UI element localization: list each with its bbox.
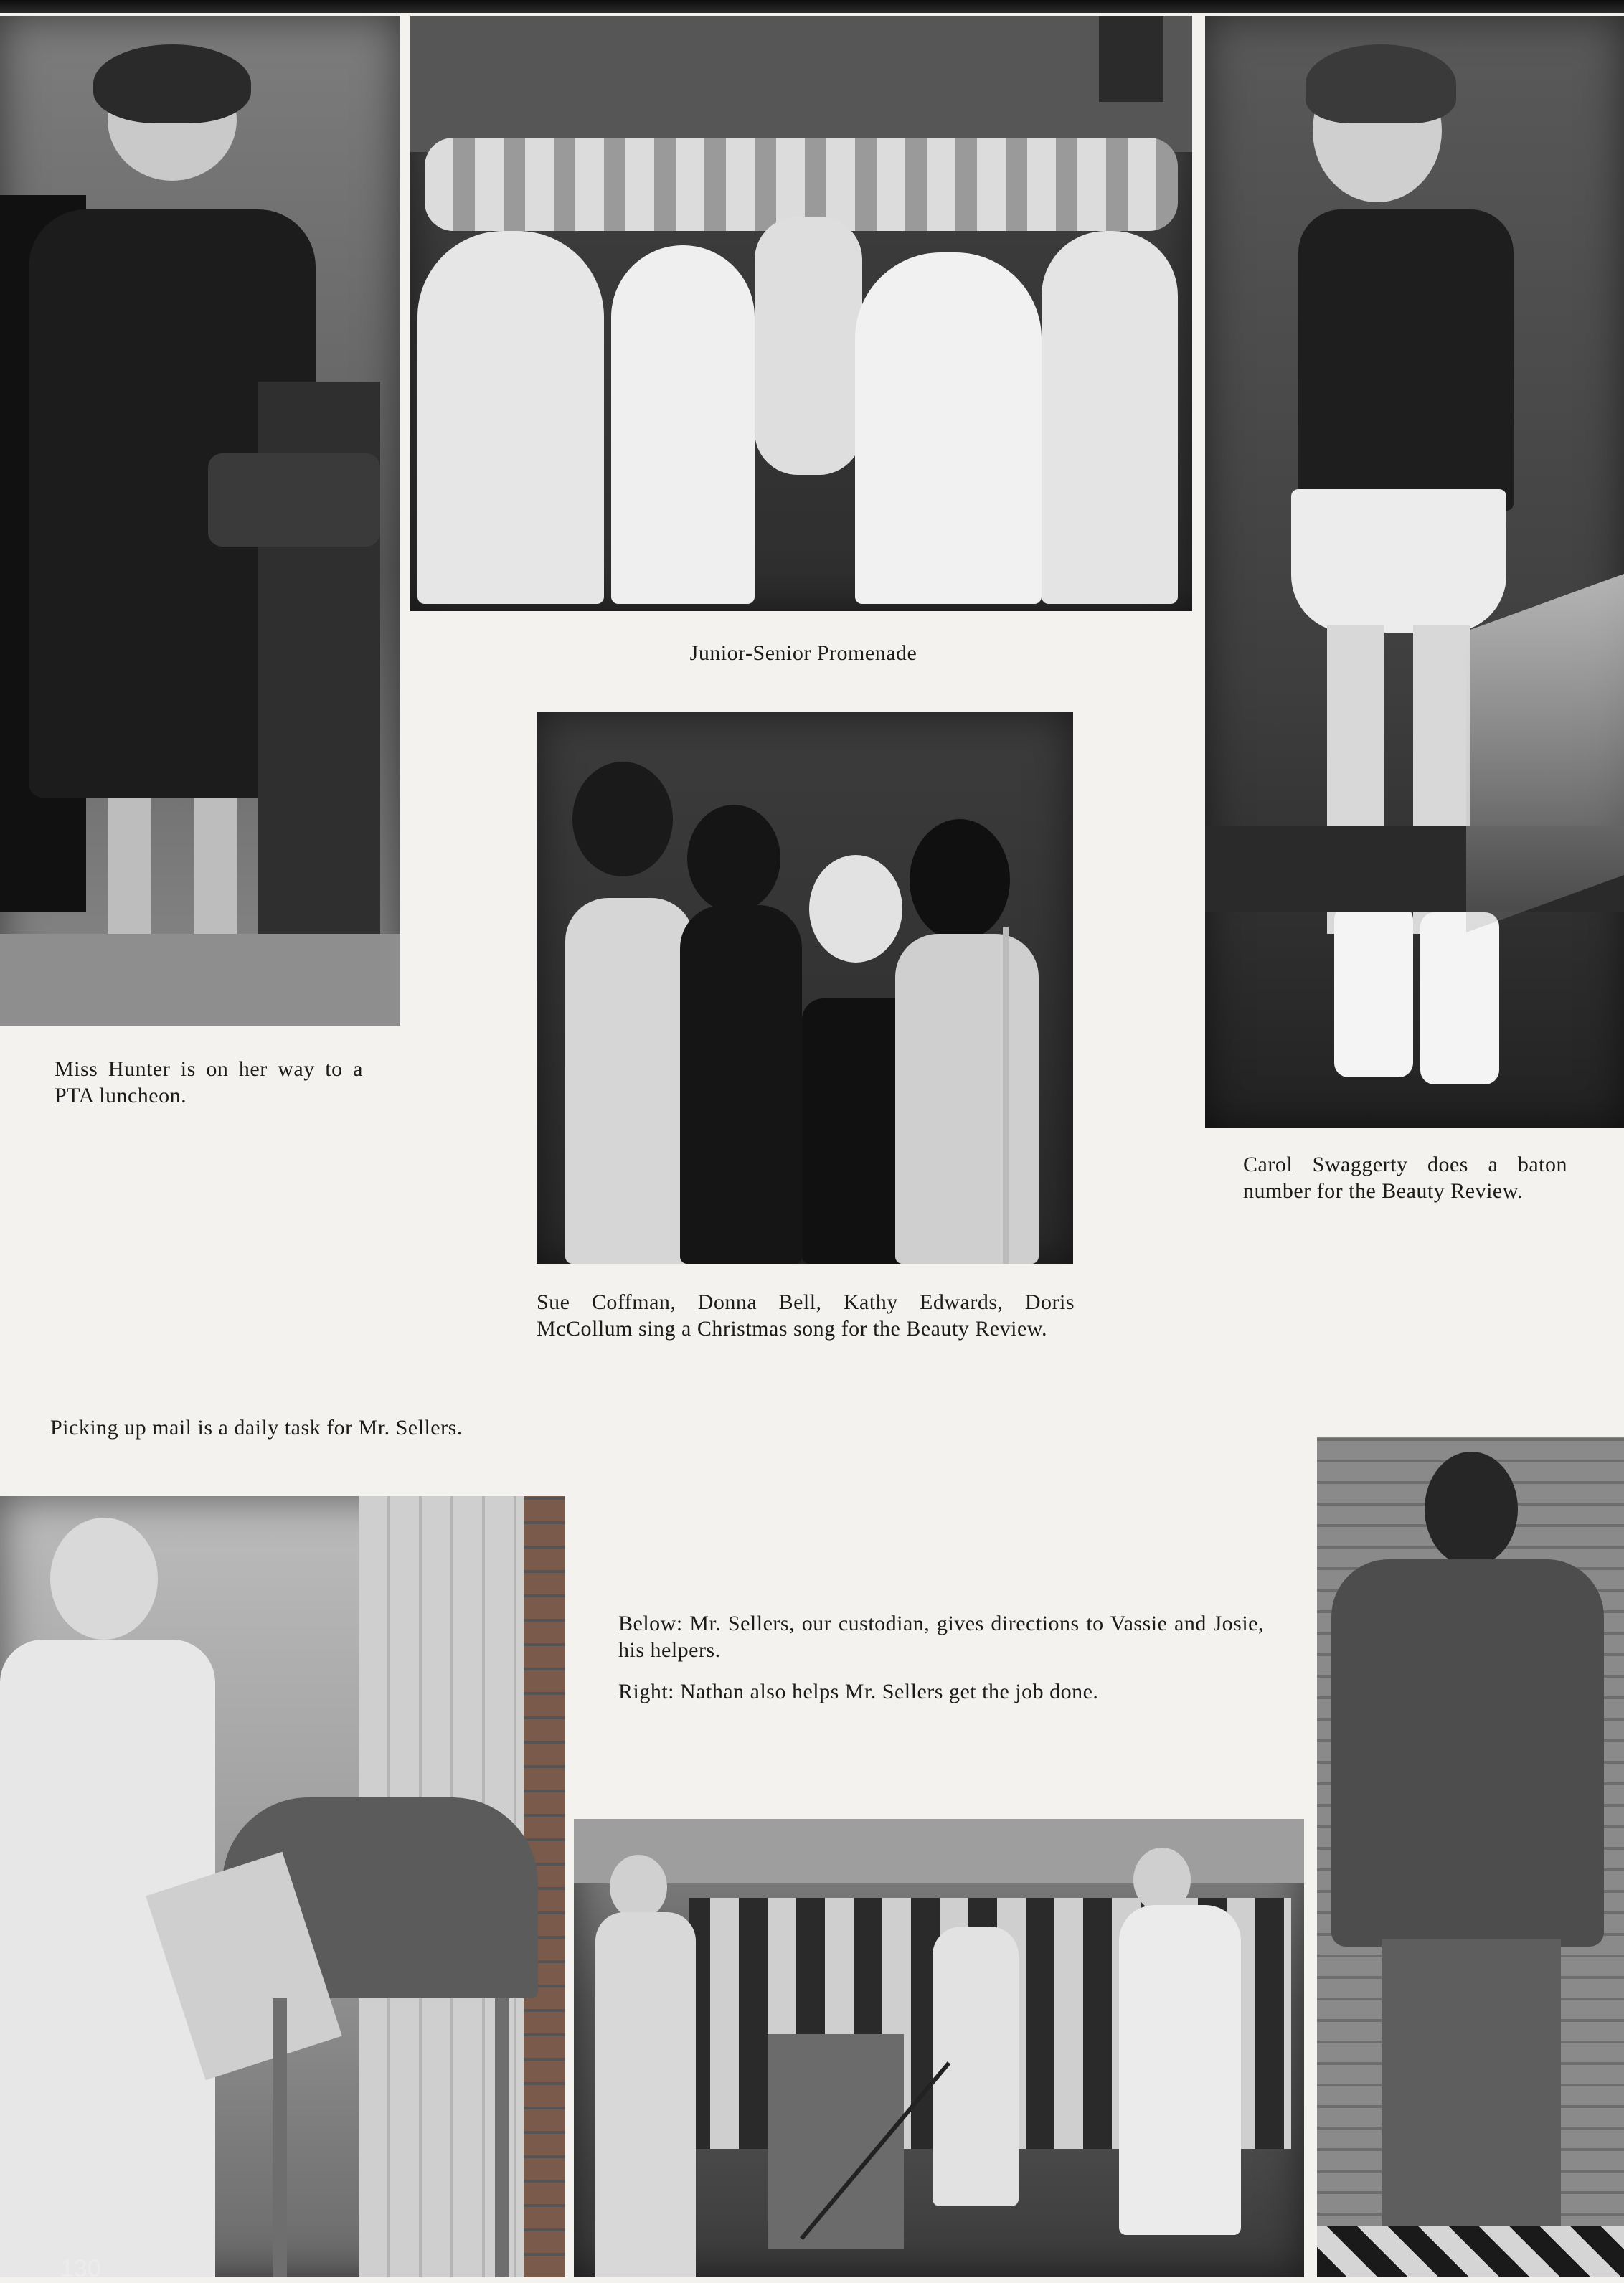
caption-custodian-below: Below: Mr. Sellers, our custodian, gives directions to Vassie and Josie, his helpers.	[618, 1612, 1264, 1662]
photo-carol-swaggerty-baton	[1205, 16, 1624, 1128]
caption-mr-sellers-mail: Picking up mail is a daily task for Mr. Sellers.	[50, 1416, 463, 1440]
photo-mr-sellers-mail	[0, 1496, 565, 2277]
photo-custodian-and-helpers	[574, 1819, 1304, 2277]
caption-carol-swaggerty: Carol Swaggerty does a baton number for the Beauty Review.	[1243, 1153, 1567, 1203]
photo-beauty-review-singers	[537, 712, 1073, 1264]
paper-glare	[1466, 574, 1624, 932]
caption-junior-senior-promenade: Junior-Senior Promenade	[689, 641, 917, 665]
photo-junior-senior-promenade	[410, 16, 1192, 611]
caption-custodian-right: Right: Nathan also helps Mr. Sellers get the job done.	[618, 1680, 1099, 1703]
caption-beauty-review-singers: Sue Coffman, Donna Bell, Kathy Edwards, Doris McCollum sing a Christmas song for the Beauty Review.	[537, 1290, 1075, 1341]
page-top-edge	[0, 0, 1624, 13]
caption-miss-hunter: Miss Hunter is on her way to a PTA luncheon.	[55, 1057, 363, 1107]
page-number: 130	[60, 2255, 101, 2282]
photo-miss-hunter	[0, 16, 400, 1026]
photo-nathan	[1317, 1437, 1624, 2277]
